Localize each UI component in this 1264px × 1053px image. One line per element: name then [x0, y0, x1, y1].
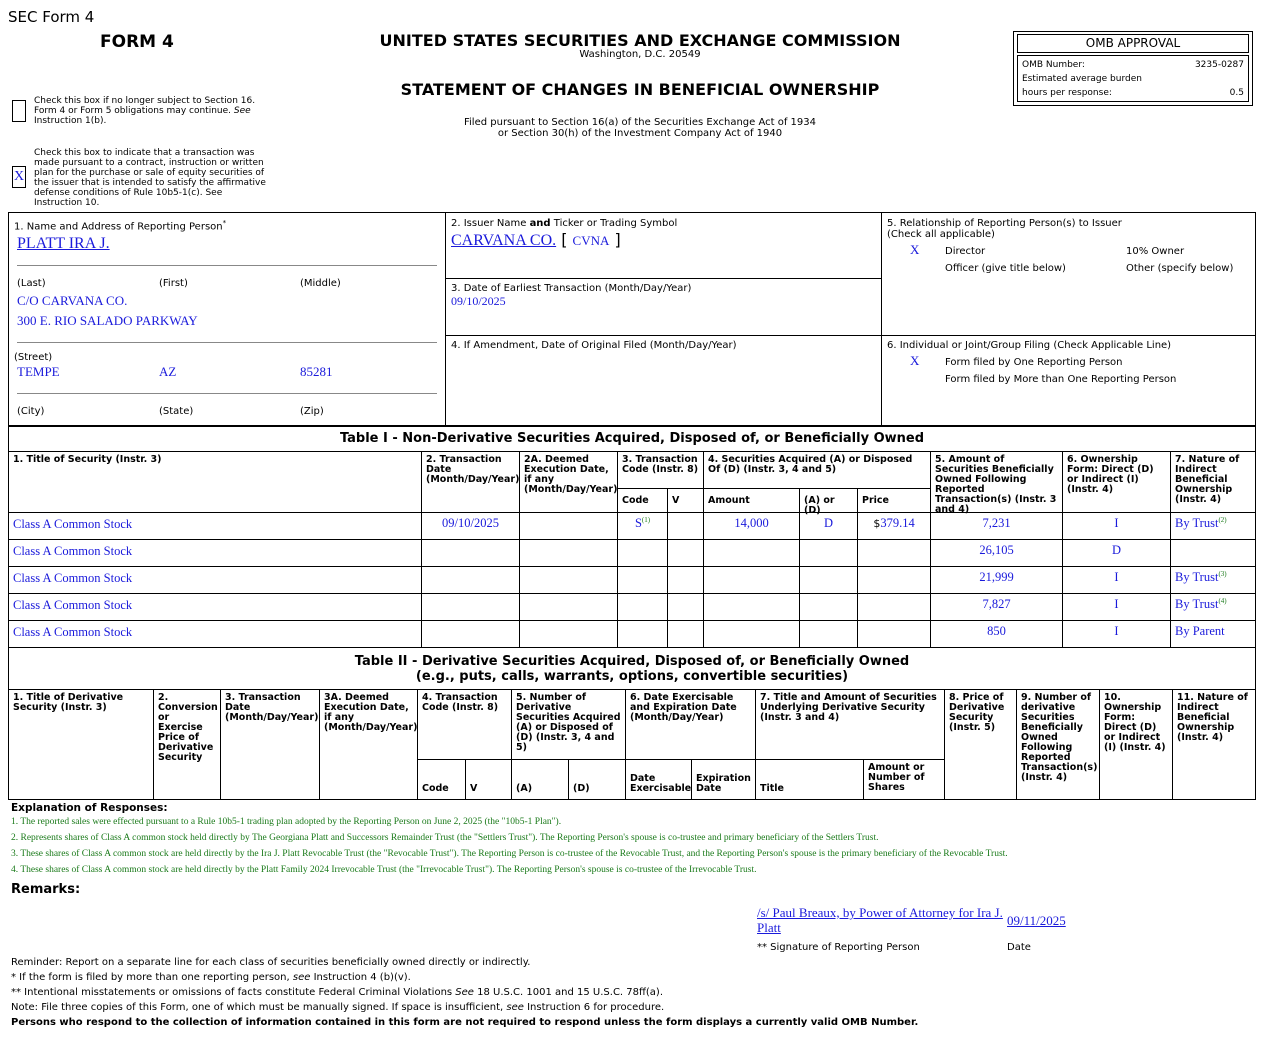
t1-title: Class A Common Stock	[13, 598, 133, 612]
t1-title: Class A Common Stock	[13, 517, 133, 531]
amendment-box	[445, 335, 882, 426]
omb-box	[1013, 31, 1253, 106]
t2-h-exp: Expiration Date	[691, 759, 756, 800]
t1-row-3-col-3	[519, 566, 618, 594]
t1-row-4-col-2	[421, 593, 520, 621]
t1-ad: D	[823, 516, 834, 530]
t1-form: I	[1114, 516, 1119, 530]
hours-value: 0.5	[1229, 88, 1244, 98]
t1-h-code: Code	[617, 488, 668, 513]
filed-pursuant-1: Filed pursuant to Section 16(a) of the Securities Exchange Act of 1934	[464, 117, 816, 128]
other-label: Other (specify below)	[1126, 263, 1234, 274]
t1-title: Class A Common Stock	[13, 625, 133, 639]
t1-amount: 14,000	[734, 516, 769, 530]
state-label: (State)	[159, 406, 194, 417]
filing-more-label: Form filed by More than One Reporting Person	[945, 374, 1177, 385]
t1-code: $S^{(1)}$	[634, 516, 651, 531]
relationship-label: 5. Relationship of Reporting Person(s) to Issuer	[887, 218, 1122, 229]
t1-row-3-col-1	[8, 566, 422, 594]
t1-title: Class A Common Stock	[13, 571, 133, 585]
t1-title: Class A Common Stock	[13, 544, 133, 558]
t1-row-2-col-10	[1062, 539, 1171, 567]
street-label: (Street)	[14, 352, 53, 363]
burden-label: Estimated average burden	[1022, 74, 1142, 84]
filing-mark: X	[910, 353, 920, 368]
t1-row-1-col-6	[703, 512, 800, 540]
last-label: (Last)	[17, 278, 46, 289]
t1-h6: 6. Ownership Form: Direct (D) or Indirect (I) (Instr. 4)	[1062, 451, 1171, 513]
earliest-date-value: 09/10/2025	[451, 294, 506, 308]
t1-row-2-col-6	[703, 539, 800, 567]
director-label: Director	[945, 246, 986, 257]
reporting-person-label: 1. Name and Address of Reporting Person	[14, 221, 223, 233]
t1-owned: 21,999	[979, 570, 1014, 584]
t2-h-amount: Amount or Number of Shares	[863, 759, 945, 800]
t1-form: I	[1114, 624, 1119, 638]
city-value: TEMPE	[17, 364, 60, 379]
footnote-3: 3. These shares of Class A common stock are held directly by the Ira J. Platt Revocable Trust (the "Revocable Trust"). The Reporting Person is co-trustee of the Revocable Trust, and the Reporting Person's spouse is the primary beneficiary of the Revocable Trust.	[11, 849, 1008, 859]
t1-row-4-col-5	[667, 593, 704, 621]
middle-label: (Middle)	[300, 278, 341, 289]
t2-h11: 11. Nature of Indirect Beneficial Ownership (Instr. 4)	[1172, 689, 1256, 800]
reporting-person-name[interactable]: PLATT IRA J.	[17, 235, 110, 252]
t1-row-5-col-7	[799, 620, 858, 648]
t1-row-5-col-6	[703, 620, 800, 648]
sec-form-label: SEC Form 4	[8, 8, 95, 26]
form-title: FORM 4	[100, 32, 174, 52]
filing-label: 6. Individual or Joint/Group Filing (Check Applicable Line)	[887, 340, 1172, 351]
t1-row-5-col-1	[8, 620, 422, 648]
footer-violations: ** Intentional misstatements or omissions of facts constitute Federal Criminal Violations See 18 U.S.C. 1001 and 15 U.S.C. 78ff(a).	[11, 987, 664, 998]
date-label: Date	[1007, 942, 1031, 953]
t1-row-5-col-5	[667, 620, 704, 648]
t1-h2a: 2A. Deemed Execution Date, if any (Month/Day/Year)	[519, 451, 618, 513]
remarks-heading: Remarks:	[11, 882, 81, 897]
table2-title-2: (e.g., puts, calls, warrants, options, convertible securities)	[415, 669, 849, 684]
statement-title: STATEMENT OF CHANGES IN BENEFICIAL OWNERSHIP	[400, 80, 880, 99]
footer-reminder: Reminder: Report on a separate line for each class of securities beneficially owned directly or indirectly.	[11, 957, 531, 968]
t1-h-v: V	[667, 488, 704, 513]
reporting-person-box: 1. Name and Address of Reporting Person* PLATT IRA J. (Last) (First) (Middle) C/O CARVANA CO. 300 E. RIO SALADO PARKWAY (Street) TEMPE AZ 85281 (City) (State) (Zip)	[8, 212, 446, 426]
t2-h7: 7. Title and Amount of Securities Underlying Derivative Security (Instr. 3 and 4)	[755, 689, 945, 760]
t1-row-1-col-4	[617, 512, 668, 540]
t1-form: I	[1114, 570, 1119, 584]
t2-h-d: (D)	[568, 759, 626, 800]
t1-row-4-col-7	[799, 593, 858, 621]
t2-h3: 3. Transaction Date (Month/Day/Year)	[220, 689, 320, 800]
t1-owned: 7,827	[982, 597, 1011, 611]
t1-row-5-col-3	[519, 620, 618, 648]
zip-label: (Zip)	[300, 406, 324, 417]
omb-number-label: OMB Number:	[1022, 60, 1085, 70]
rule10b5-checkbox[interactable]	[12, 166, 26, 188]
t1-row-4-col-8	[857, 593, 931, 621]
t1-owned: 7,231	[982, 516, 1011, 530]
t1-row-2-col-11	[1170, 539, 1256, 567]
t1-row-5-col-9	[930, 620, 1063, 648]
t1-row-4-col-10	[1062, 593, 1171, 621]
t1-row-1-col-8	[857, 512, 931, 540]
t1-h7: 7. Nature of Indirect Beneficial Ownership (Instr. 4)	[1170, 451, 1256, 513]
footer-multiple: * If the form is filed by more than one reporting person, see Instruction 4 (b)(v).	[11, 972, 411, 983]
signature[interactable]: /s/ Paul Breaux, by Power of Attorney for Ira J. Platt	[757, 905, 1003, 935]
footnote-4: 4. These shares of Class A common stock are held directly by the Platt Family 2024 Irrevocable Trust (the "Irrevocable Trust"). The Reporting Person's spouse is co-trustee of the Irrevocable Trust.	[11, 865, 757, 875]
t2-h9: 9. Number of derivative Securities Beneficially Owned Following Reported Transaction(s) (Instr. 4)	[1016, 689, 1100, 800]
ten-percent-owner-label: 10% Owner	[1126, 246, 1185, 257]
t1-row-1-col-7	[799, 512, 858, 540]
issuer-name[interactable]: CARVANA CO.	[451, 232, 557, 249]
agency-name: UNITED STATES SECURITIES AND EXCHANGE COMMISSION	[379, 31, 901, 50]
t1-row-1-col-9	[930, 512, 1063, 540]
t1-row-2-col-3	[519, 539, 618, 567]
t1-row-5-col-4	[617, 620, 668, 648]
zip-value: 85281	[300, 364, 333, 379]
t1-row-3-col-8	[857, 566, 931, 594]
address-line-1: C/O CARVANA CO.	[17, 293, 128, 308]
section16-text: Check this box if no longer subject to Section 16. Form 4 or Form 5 obligations may continue. See Instruction 1(b).	[34, 96, 256, 126]
t1-row-4-col-3	[519, 593, 618, 621]
director-mark: X	[910, 242, 920, 257]
t1-row-2-col-2	[421, 539, 520, 567]
t1-row-3-col-11	[1170, 566, 1256, 594]
t1-date: 09/10/2025	[442, 516, 499, 530]
t2-h5: 5. Number of Derivative Securities Acquired (A) or Disposed of (D) (Instr. 3, 4 and 5)	[511, 689, 626, 760]
officer-label: Officer (give title below)	[945, 263, 1066, 274]
t1-row-3-col-7	[799, 566, 858, 594]
omb-number: 3235-0287	[1194, 60, 1244, 70]
table2-title	[8, 647, 1256, 690]
t2-h1: 1. Title of Derivative Security (Instr. 3)	[8, 689, 154, 800]
rule10b5-text: Check this box to indicate that a transaction was made pursuant to a contract, instruction or written plan for the purchase or sale of equity securities of the issuer that is intended to satisfy the affirmative defense conditions of Rule 10b5-1(c). See Instruction 10.	[34, 148, 266, 208]
t2-h-v: V	[465, 759, 512, 800]
t1-form: D	[1111, 543, 1122, 557]
filing-box	[881, 335, 1256, 426]
t1-h4: 4. Securities Acquired (A) or Disposed Of (D) (Instr. 3, 4 and 5)	[703, 451, 931, 489]
t1-row-2-col-1	[8, 539, 422, 567]
signature-label: ** Signature of Reporting Person	[757, 942, 920, 953]
t2-h8: 8. Price of Derivative Security (Instr. 5)	[944, 689, 1017, 800]
footer-omb: Persons who respond to the collection of information contained in this form are not required to respond unless the form displays a currently valid OMB Number.	[11, 1017, 919, 1028]
t1-row-2-col-9	[930, 539, 1063, 567]
t1-row-2-col-7	[799, 539, 858, 567]
t1-row-5-col-11	[1170, 620, 1256, 648]
agency-address: Washington, D.C. 20549	[579, 49, 701, 60]
amendment-label: 4. If Amendment, Date of Original Filed (Month/Day/Year)	[451, 340, 737, 351]
t1-row-5-col-8	[857, 620, 931, 648]
t1-row-5-col-10	[1062, 620, 1171, 648]
t1-nature: By Trust$^{(4)}$	[1175, 597, 1227, 612]
section16-checkbox[interactable]	[12, 100, 26, 122]
t1-row-4-col-9	[930, 593, 1063, 621]
t1-row-3-col-9	[930, 566, 1063, 594]
footnote-1: 1. The reported sales were effected pursuant to a Rule 10b5-1 trading plan adopted by the Reporting Person on June 2, 2025 (the "10b5-1 Plan").	[11, 817, 562, 827]
t2-h-code: Code	[417, 759, 466, 800]
t1-h2: 2. Transaction Date (Month/Day/Year)	[421, 451, 520, 513]
t1-owned: 850	[987, 624, 1006, 638]
footer-note: Note: File three copies of this Form, one of which must be manually signed. If space is insufficient, see Instruction 6 for procedure.	[11, 1002, 665, 1013]
t1-h5: 5. Amount of Securities Beneficially Owned Following Reported Transaction(s) (Instr. 3 and 4)	[930, 451, 1063, 513]
t1-h-aord: (A) or (D)	[799, 488, 858, 513]
t1-row-2-col-4	[617, 539, 668, 567]
t1-row-4-col-6	[703, 593, 800, 621]
ticker-symbol: CVNA	[572, 233, 610, 248]
t2-h4: 4. Transaction Code (Instr. 8)	[417, 689, 512, 760]
relationship-sub: (Check all applicable)	[887, 229, 995, 240]
t1-row-1-col-2	[421, 512, 520, 540]
table1-title: Table I - Non-Derivative Securities Acquired, Disposed of, or Beneficially Owned	[8, 426, 1256, 452]
t2-h-title: Title	[755, 759, 864, 800]
t1-row-2-col-5	[667, 539, 704, 567]
relationship-box	[881, 212, 1256, 336]
footnote-2: 2. Represents shares of Class A common stock held directly by The Georgiana Platt and Successors Remainder Trust (the "Settlers Trust"). The Reporting Person's spouse is co-trustee and primary beneficiary of the Settlers Trust.	[11, 833, 879, 843]
t1-h1: 1. Title of Security (Instr. 3)	[8, 451, 422, 513]
rule10b5-mark: X	[13, 169, 25, 184]
t1-nature: By Parent	[1175, 624, 1225, 638]
earliest-date-label: 3. Date of Earliest Transaction (Month/Day/Year)	[451, 283, 692, 294]
earliest-date-box	[445, 278, 882, 336]
t1-row-3-col-2	[421, 566, 520, 594]
address-line-2: 300 E. RIO SALADO PARKWAY	[17, 313, 198, 328]
t1-row-1-col-11	[1170, 512, 1256, 540]
state-value: AZ	[159, 364, 177, 379]
t1-row-1-col-1	[8, 512, 422, 540]
issuer-box: 2. Issuer Name and Ticker or Trading Symbol CARVANA CO. [ CVNA ]	[445, 212, 882, 279]
t2-h-date-ex: Date Exercisable	[625, 759, 692, 800]
t2-h10: 10. Ownership Form: Direct (D) or Indirect (I) (Instr. 4)	[1099, 689, 1173, 800]
t1-h3: 3. Transaction Code (Instr. 8)	[617, 451, 704, 489]
signature-date[interactable]: 09/11/2025	[1007, 913, 1066, 928]
city-label: (City)	[17, 406, 45, 417]
t1-nature: By Trust$^{(2)}$	[1175, 516, 1227, 531]
t1-h-price: Price	[857, 488, 931, 513]
t1-row-1-col-10	[1062, 512, 1171, 540]
t1-owned: 26,105	[979, 543, 1014, 557]
t1-row-1-col-5	[667, 512, 704, 540]
t1-row-3-col-5	[667, 566, 704, 594]
t1-h-amount: Amount	[703, 488, 800, 513]
t1-form: I	[1114, 597, 1119, 611]
t2-h6: 6. Date Exercisable and Expiration Date (Month/Day/Year)	[625, 689, 756, 760]
filed-pursuant-2: or Section 30(h) of the Investment Company Act of 1940	[497, 128, 783, 139]
first-label: (First)	[159, 278, 188, 289]
t2-h-a: (A)	[511, 759, 569, 800]
t1-row-3-col-6	[703, 566, 800, 594]
t1-row-2-col-8	[857, 539, 931, 567]
t2-h3a: 3A. Deemed Execution Date, if any (Month/Day/Year)	[319, 689, 418, 800]
t1-row-1-col-3	[519, 512, 618, 540]
filing-one-label: Form filed by One Reporting Person	[945, 357, 1123, 368]
t2-h2: 2. Conversion or Exercise Price of Derivative Security	[153, 689, 221, 800]
table2-title-1: Table II - Derivative Securities Acquired, Disposed of, or Beneficially Owned	[354, 654, 910, 669]
t1-row-4-col-11	[1170, 593, 1256, 621]
t1-price: $379.14	[873, 516, 915, 530]
explanation-heading: Explanation of Responses:	[11, 802, 168, 814]
t1-row-5-col-2	[421, 620, 520, 648]
t1-row-3-col-4	[617, 566, 668, 594]
hours-label: hours per response:	[1022, 88, 1112, 98]
omb-title: OMB APPROVAL	[1017, 34, 1249, 53]
t1-row-4-col-1	[8, 593, 422, 621]
t1-row-3-col-10	[1062, 566, 1171, 594]
t1-nature: By Trust$^{(3)}$	[1175, 570, 1227, 585]
t1-row-4-col-4	[617, 593, 668, 621]
